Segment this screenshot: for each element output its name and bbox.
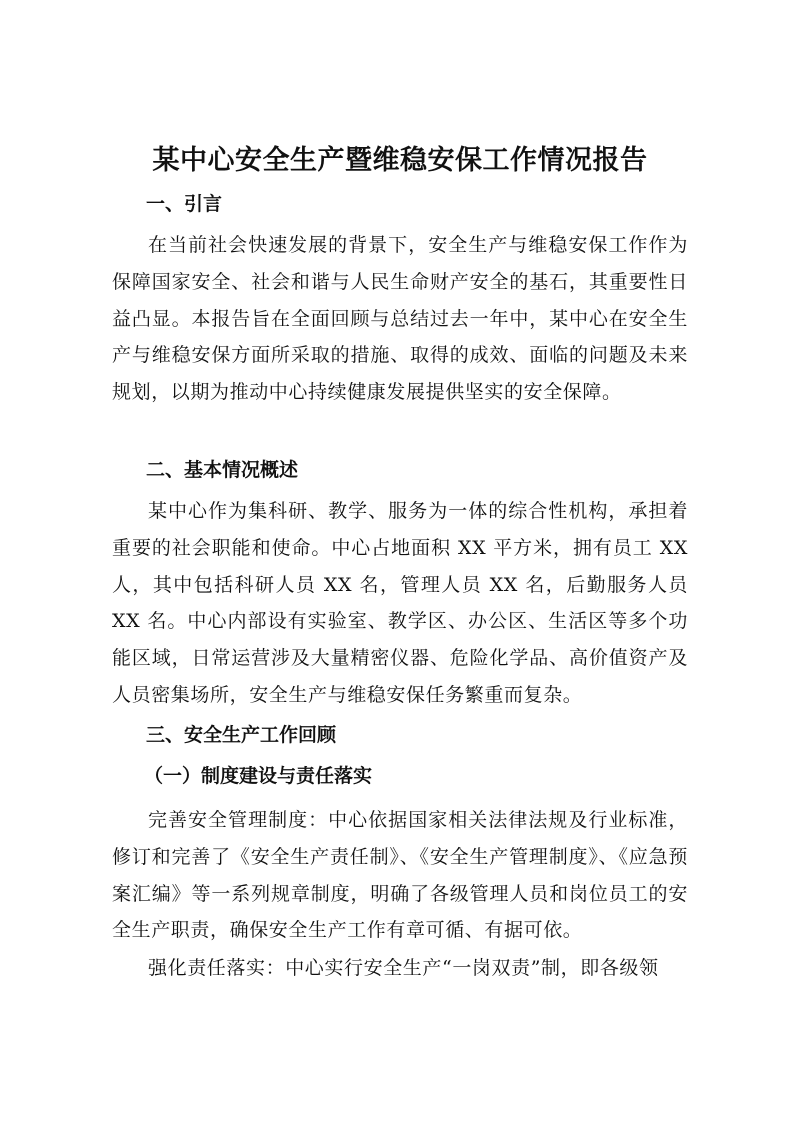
paragraph-safety-regulations: 完善安全管理制度：中心依据国家相关法律法规及行业标准，修订和完善了《安全生产责任制》、《安全生产管理制度》、《应急预案汇编》等一系列规章制度，明确了各级管理人员和岗位员工的安全生产职责，确保安全生产工作有章可循、有据可依。 bbox=[112, 809, 688, 942]
paragraph-overview: 某中心作为集科研、教学、服务为一体的综合性机构，承担着重要的社会职能和使命。中心占地面积 XX 平方米，拥有员工 XX 人，其中包括科研人员 XX 名，管理人员 XX 名，后勤服务人员 XX 名。中心内部设有实验室、教学区、办公区、生活区等多个功能区域，日常运营涉及大量精密仪器、危险化学品、高价值资产及人员密集场所，安全生产与维稳安保任务繁重而复杂。 bbox=[112, 500, 688, 706]
subsection-heading-system-building: （一）制度建设与责任落实 bbox=[144, 765, 373, 787]
paragraph-introduction: 在当前社会快速发展的背景下，安全生产与维稳安保工作作为保障国家安全、社会和谐与人民生命财产安全的基石，其重要性日益凸显。本报告旨在全面回顾与总结过去一年中，某中心在安全生产与维稳安保方面所采取的措施、取得的成效、面临的问题及未来规划，以期为推动中心持续健康发展提供坚实的安全保障。 bbox=[112, 234, 688, 404]
document-title: 某中心安全生产暨维稳安保工作情况报告 bbox=[152, 145, 648, 176]
section-heading-introduction: 一、引言 bbox=[146, 193, 223, 215]
section-heading-overview: 二、基本情况概述 bbox=[146, 459, 299, 481]
paragraph-responsibility: 强化责任落实：中心实行安全生产“一岗双责”制，即各级领 bbox=[148, 957, 659, 979]
section-heading-safety-review: 三、安全生产工作回顾 bbox=[146, 724, 337, 746]
